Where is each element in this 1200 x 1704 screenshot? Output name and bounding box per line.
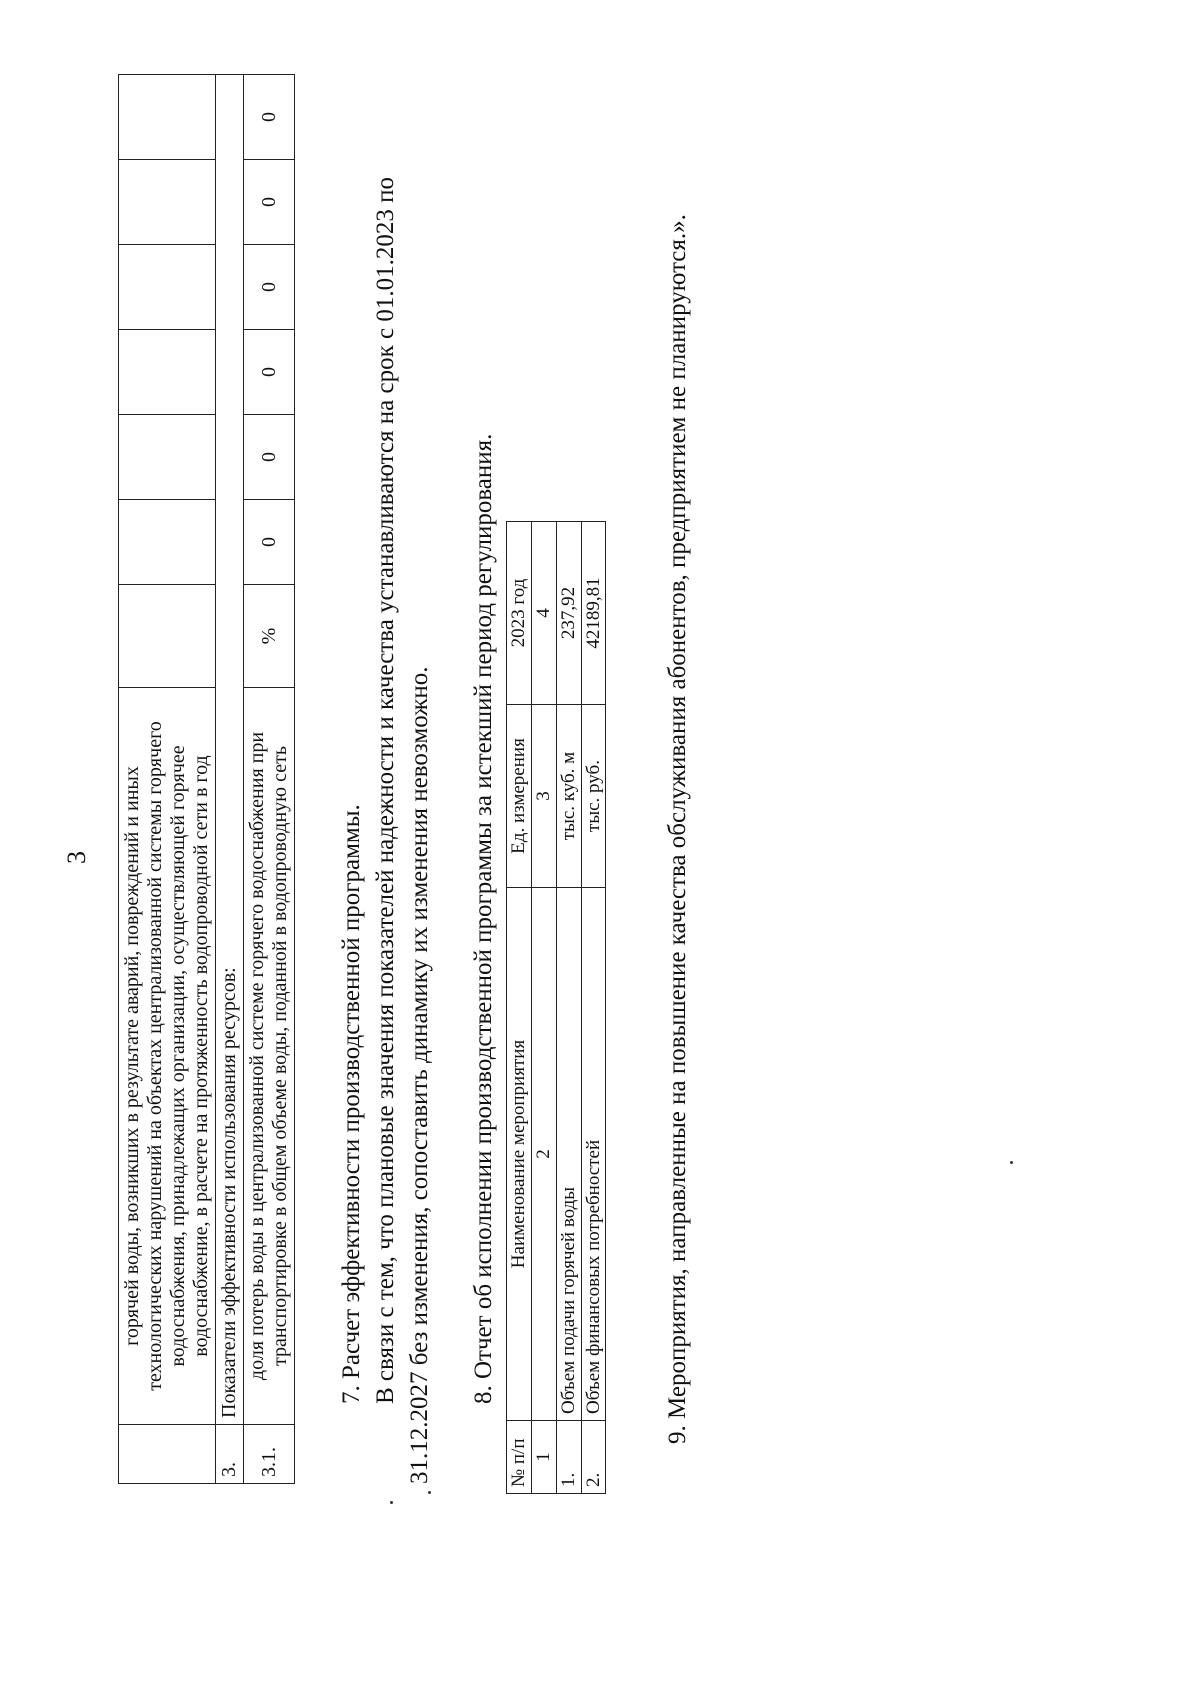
table-row: 2. Объем финансовых потребностей тыс. руб. 42189,81 xyxy=(581,522,606,1494)
scan-speck xyxy=(390,1501,393,1504)
table-row xyxy=(216,75,244,1484)
row-number: 3. xyxy=(216,1425,244,1484)
scan-speck xyxy=(1010,1161,1013,1164)
value-cell: 0 xyxy=(244,160,295,245)
header-cell: № п/п xyxy=(507,1421,532,1494)
header-cell: Ед. измерения xyxy=(507,705,532,888)
indicator-text: горячей воды, возникших в результате аварий, повреждений и иных технологических нарушений на объектах централизованной системы горячего водоснабжения, принадлежащих организации, осуществляющей горячее водоснабжение, в расчете на протяженность водопроводной сети в год xyxy=(119,688,216,1425)
section-heading: Показатели эффективности использования ресурсов: xyxy=(216,75,244,1425)
section8-title: 8. Отчет об исполнении производственной программы за истекший период регулирования. xyxy=(470,433,497,1404)
value-cell: 0 xyxy=(244,75,295,160)
value-cell: 0 xyxy=(244,500,295,585)
section7-title: 7. Расчет эффективности производственной программы. xyxy=(338,804,365,1404)
program-report-table xyxy=(506,521,606,1494)
value-cell: 0 xyxy=(244,245,295,330)
scan-speck xyxy=(428,1491,431,1494)
value-cell: 0 xyxy=(244,415,295,500)
section7-line2: 31.12.2027 без изменения, сопоставить динамику их изменения невозможно. xyxy=(406,666,433,1484)
section9-text: 9. Мероприятия, направленные на повышение качества обслуживания абонентов, предприятием не планируются.». xyxy=(664,214,691,1444)
table-header-row xyxy=(507,522,532,1494)
indicators-table xyxy=(118,74,295,1484)
header-cell: Наименование мероприятия xyxy=(507,888,532,1421)
table-index-row: 1 2 3 4 xyxy=(531,522,556,1494)
page-number: 3 xyxy=(62,851,91,864)
row-number: 3.1. xyxy=(244,1425,295,1484)
unit-cell: % xyxy=(244,585,295,688)
table-row xyxy=(119,75,216,1484)
table-row: 1. Объем подачи горячей воды тыс. куб. м 237,92 xyxy=(556,522,581,1494)
indicator-text: доля потерь воды в централизованной системе горячего водоснабжения при транспортировке в общем объеме воды, поданной в водопроводную сеть xyxy=(244,688,295,1425)
header-cell: 2023 год xyxy=(507,522,532,705)
value-cell: 0 xyxy=(244,330,295,415)
section7-line1: В связи с тем, что плановые значения показателей надежности и качества устанавливаются на срок с 01.01.2023 по xyxy=(372,177,399,1404)
table-row xyxy=(244,75,295,1484)
